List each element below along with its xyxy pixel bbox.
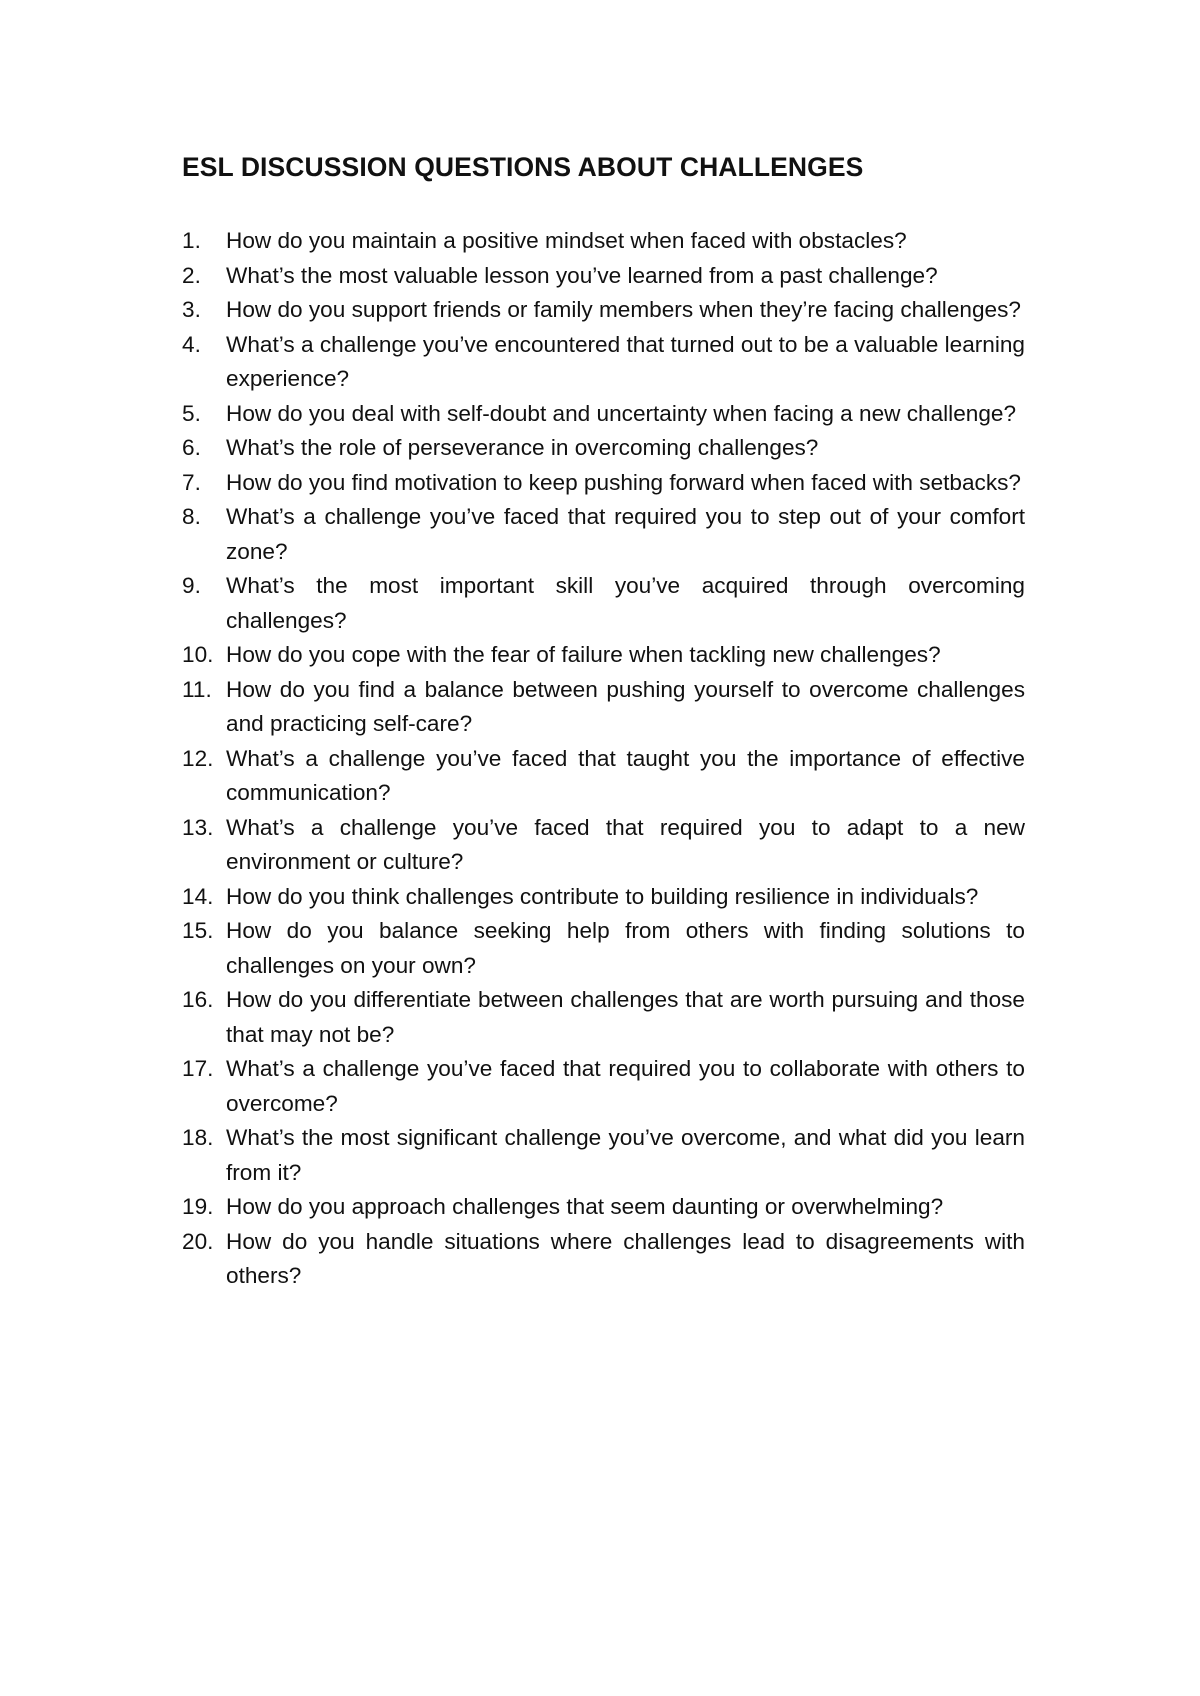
question-item [182,1052,1025,1121]
question-number: 16. [182,987,214,1012]
question-item [182,466,1025,501]
question-item [182,259,1025,294]
question-text: How do you handle situations where challenges lead to disagreements with others? [226,1228,1025,1288]
question-text: What’s a challenge you’ve faced that required you to step out of your comfort zone? [226,504,1025,564]
question-item [182,742,1025,811]
question-item [182,293,1025,328]
question-number: 19. [182,1194,214,1219]
question-text: How do you find a balance between pushing yourself to overcome challenges and practicing self-care? [226,676,1025,736]
question-number: 2. [182,262,201,288]
question-item [182,569,1025,638]
question-item [182,638,1025,673]
question-text: How do you deal with self-doubt and uncertainty when facing a new challenge? [226,400,1017,426]
question-text: How do you cope with the fear of failure when tackling new challenges? [226,642,941,667]
question-text: How do you differentiate between challenges that are worth pursuing and those that may not be? [226,987,1025,1047]
question-text: What’s a challenge you’ve faced that required you to collaborate with others to overcome? [226,1056,1025,1116]
question-text: What’s a challenge you’ve faced that taught you the importance of effective communication? [226,745,1025,805]
question-item [182,880,1025,915]
question-number: 10. [182,642,214,667]
question-number: 3. [182,297,201,322]
question-text: How do you support friends or family members when they’re facing challenges? [226,297,1021,322]
question-number: 17. [182,1056,214,1081]
question-text: What’s a challenge you’ve faced that required you to adapt to a new environment or culture? [226,814,1025,874]
question-number: 5. [182,400,201,426]
question-text: What’s a challenge you’ve encountered that turned out to be a valuable learning experience? [226,331,1025,391]
question-number: 11. [182,676,212,702]
question-item [182,673,1025,742]
question-number: 18. [182,1125,214,1150]
question-text: What’s the most valuable lesson you’ve learned from a past challenge? [226,262,938,288]
question-number: 15. [182,918,214,943]
question-text: How do you maintain a positive mindset when faced with obstacles? [226,228,907,253]
question-number: 13. [182,814,214,840]
question-item [182,500,1025,569]
question-item [182,431,1025,466]
question-number: 8. [182,504,201,529]
question-number: 4. [182,331,201,357]
question-text: What’s the most important skill you’ve acquired through overcoming challenges? [226,573,1025,633]
question-number: 12. [182,745,214,771]
question-item [182,397,1025,432]
question-number: 7. [182,469,201,495]
question-text: How do you balance seeking help from others with finding solutions to challenges on your own? [226,918,1025,978]
question-text: What’s the most significant challenge you’ve overcome, and what did you learn from it? [226,1125,1025,1185]
question-list [182,224,1025,1294]
question-item [182,1225,1025,1294]
question-text: How do you approach challenges that seem daunting or overwhelming? [226,1194,944,1219]
question-item [182,1121,1025,1190]
question-number: 6. [182,435,201,460]
question-text: How do you think challenges contribute to building resilience in individuals? [226,883,979,909]
question-item [182,1190,1025,1225]
question-item [182,983,1025,1052]
question-text: How do you find motivation to keep pushing forward when faced with setbacks? [226,469,1021,495]
question-number: 9. [182,573,201,598]
page-title: ESL DISCUSSION QUESTIONS ABOUT CHALLENGES [182,152,864,182]
question-number: 20. [182,1228,214,1254]
question-number: 1. [182,228,201,253]
question-item [182,811,1025,880]
question-item [182,328,1025,397]
question-text: What’s the role of perseverance in overcoming challenges? [226,435,819,460]
question-item [182,914,1025,983]
question-item [182,224,1025,259]
question-number: 14. [182,883,214,909]
